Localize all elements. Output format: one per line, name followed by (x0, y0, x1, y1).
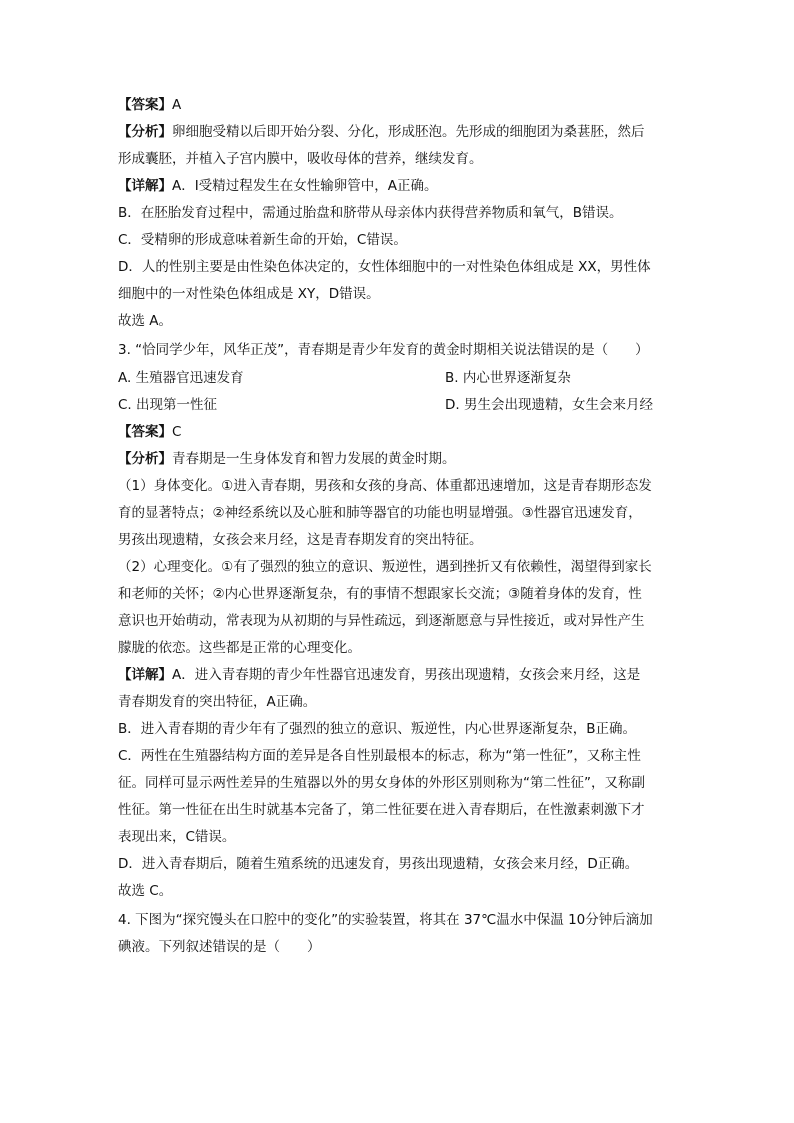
line-text: 4. 下图为“探究馒头在口腔中的变化”的实验装置，将其在 37℃温水中保温 10分钟后滴加 (118, 912, 653, 928)
line-text: D．进入青春期后，随着生殖系统的迅速发育，男孩出现遗精，女孩会来月经，D正确。 (118, 856, 639, 872)
text-line (118, 720, 678, 738)
text-line (118, 855, 678, 873)
line-text: 青春期是一生身体发育和智力发展的黄金时期。 (172, 451, 456, 467)
text-line (118, 150, 678, 168)
line-text: 和老师的关怀；②内心世界逐渐复杂，有的事情不想跟家长交流；③随着身体的发育，性 (118, 586, 642, 602)
section-label: 【详解】 (118, 178, 172, 194)
text-line (118, 693, 678, 711)
option-d: D. 男生会出现遗精，女生会来月经 (445, 397, 653, 413)
line-text: 性征。第一性征在出生时就基本完备了，第二性征要在进入青春期后，在性激素刺激下才 (118, 802, 645, 818)
text-line (118, 450, 678, 468)
line-text: A．进入青春期的青少年性器官迅速发育，男孩出现遗精，女孩会来月经，这是 (172, 667, 641, 683)
line-text: 青春期发育的突出特征，A正确。 (118, 694, 317, 710)
line-text: 男孩出现遗精，女孩会来月经，这是青春期发育的突出特征。 (118, 532, 483, 548)
text-line (118, 285, 678, 303)
line-text: 表现出来，C错误。 (118, 829, 236, 845)
line-text: 碘液。下列叙述错误的是（ ） (118, 939, 321, 955)
text-line (118, 258, 678, 276)
line-text: 征。同样可显示两性差异的生殖器以外的男女身体的外形区别则称为“第二性征”，又称副 (118, 775, 645, 791)
line-text: 卵细胞受精以后即开始分裂、分化，形成胚泡。先形成的细胞团为桑葚胚，然后 (172, 124, 645, 140)
text-line (118, 938, 678, 956)
text-line (118, 477, 678, 495)
line-text: 意识也开始萌动，常表现为从初期的与异性疏远，到逐渐愿意与异性接近，或对异性产生 (118, 613, 645, 629)
text-line (118, 123, 678, 141)
option-a: A. 生殖器官迅速发育 (118, 370, 244, 386)
line-text: B．进入青春期的青少年有了强烈的独立的意识、叛逆性，内心世界逐渐复杂，B正确。 (118, 721, 637, 737)
text-line (118, 612, 678, 630)
line-text: A (172, 97, 182, 113)
text-line (118, 828, 678, 846)
text-line (118, 558, 678, 576)
section-label: 【分析】 (118, 451, 172, 467)
text-line (118, 774, 678, 792)
section-label: 【答案】 (118, 97, 172, 113)
text-line (118, 801, 678, 819)
line-text: D．人的性别主要是由性染色体决定的，女性体细胞中的一对性染色体组成是 XX，男性体 (118, 259, 651, 275)
text-line (118, 585, 678, 603)
line-text: C．受精卵的形成意味着新生命的开始，C错误。 (118, 232, 407, 248)
text-line (118, 96, 678, 114)
line-text: （2）心理变化。①有了强烈的独立的意识、叛逆性，遇到挫折又有依赖性，渴望得到家长 (118, 559, 652, 575)
line-text: 故选 C。 (118, 883, 173, 899)
text-line (118, 504, 678, 522)
line-text: B．在胚胎发育过程中，需通过胎盘和脐带从母亲体内获得营养物质和氧气，B错误。 (118, 205, 623, 221)
text-line (118, 341, 678, 359)
option-b: B. 内心世界逐渐复杂 (445, 370, 571, 386)
text-line (118, 231, 678, 249)
text-line (118, 312, 678, 330)
line-text: 3. “恰同学少年，风华正茂”，青春期是青少年发育的黄金时期相关说法错误的是（ ） (118, 342, 649, 358)
line-text: 形成囊胚，并植入子宫内膜中，吸收母体的营养，继续发育。 (118, 151, 483, 167)
section-label: 【详解】 (118, 667, 172, 683)
text-line (118, 423, 678, 441)
text-line (118, 666, 678, 684)
text-line (118, 531, 678, 549)
section-label: 【答案】 (118, 424, 172, 440)
text-line (118, 911, 678, 929)
line-text: A．I受精过程发生在女性输卵管中，A正确。 (172, 178, 438, 194)
text-line (118, 177, 678, 195)
text-line (118, 747, 678, 765)
line-text: 细胞中的一对性染色体组成是 XY，D错误。 (118, 286, 380, 302)
text-line (118, 639, 678, 657)
text-line (118, 882, 678, 900)
line-text: （1）身体变化。①进入青春期，男孩和女孩的身高、体重都迅速增加，这是青春期形态发 (118, 478, 652, 494)
line-text: C (172, 424, 182, 440)
line-text: 故选 A。 (118, 313, 173, 329)
option-c: C. 出现第一性征 (118, 397, 218, 413)
section-label: 【分析】 (118, 124, 172, 140)
text-line (118, 204, 678, 222)
line-text: 朦胧的依恋。这些都是正常的心理变化。 (118, 640, 361, 656)
line-text: 育的显著特点；②神经系统以及心脏和肺等器官的功能也明显增强。③性器官迅速发育， (118, 505, 642, 521)
line-text: C．两性在生殖器结构方面的差异是各自性别最根本的标志，称为“第一性征”，又称主性 (118, 748, 641, 764)
